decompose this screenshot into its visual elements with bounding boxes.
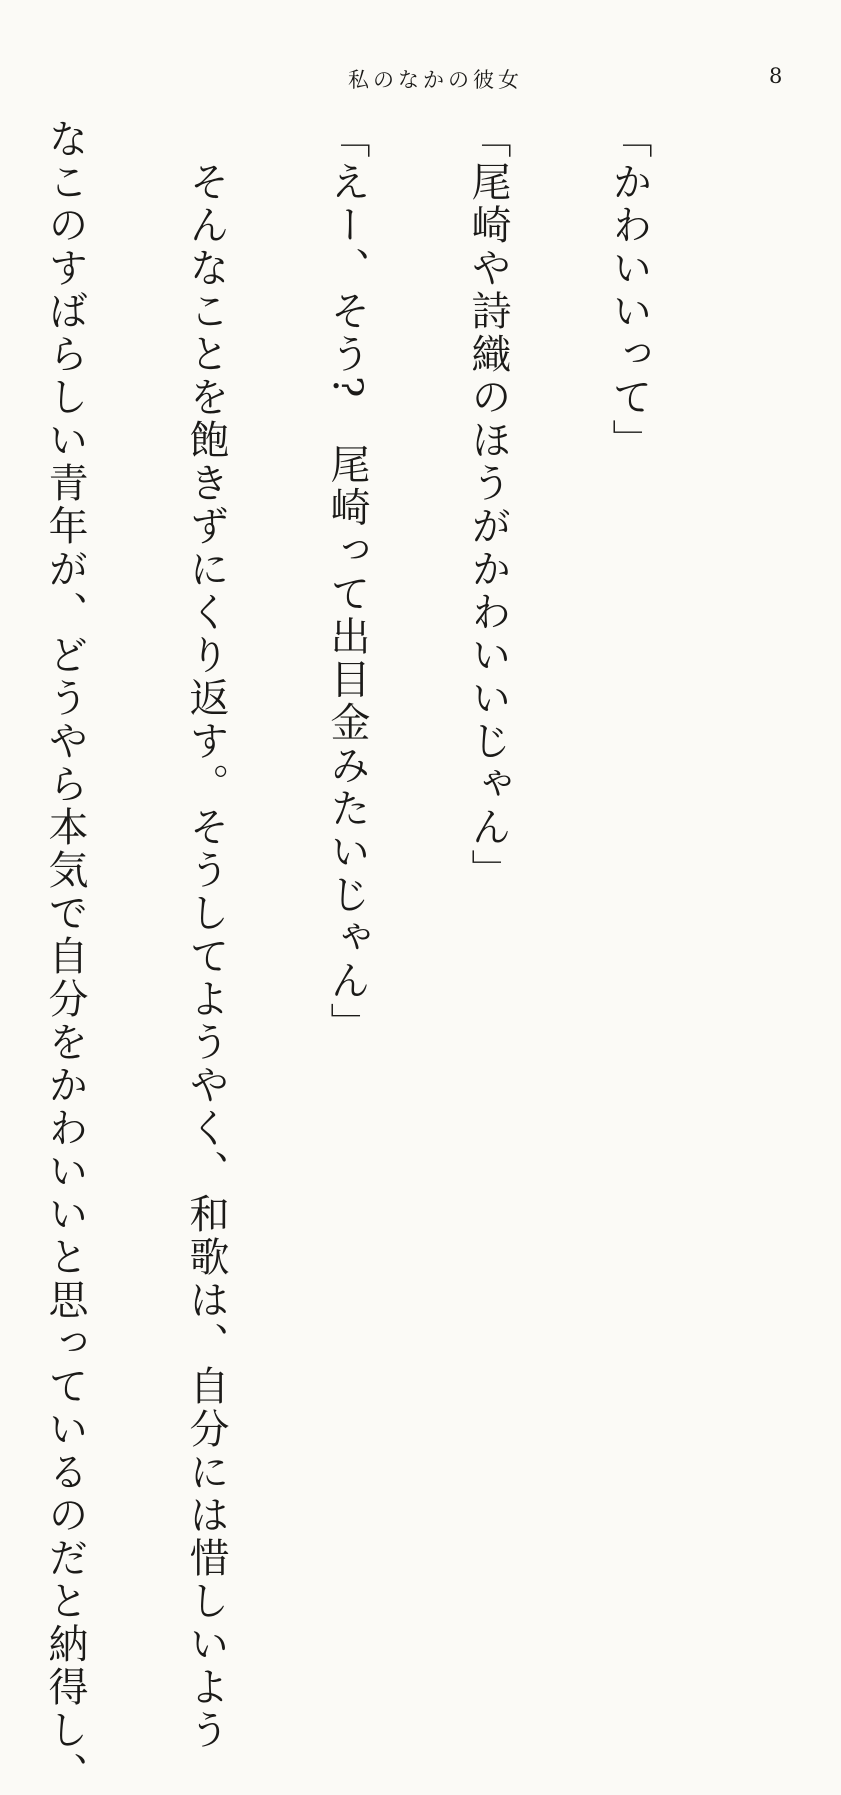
text-line: 「尾崎や詩織のほうがかわいいじゃん」 <box>465 118 511 892</box>
text-line: 「えー、そう? 尾崎って出目金みたいじゃん」 <box>324 118 370 1046</box>
text-line: 「かわいいって」 <box>606 118 652 462</box>
running-header-title: 私のなかの彼女 <box>348 68 523 92</box>
text-line: なこのすばらしい青年が、どうやら本気で自分をかわいいと思っているのだと納得し、 <box>42 118 88 1795</box>
page-number: 8 <box>769 64 783 88</box>
vertical-text-body <box>42 118 746 1795</box>
text-line: そんなことを飽きずにくり返す。そうしてようやく、和歌は、自分には惜しいよう <box>183 118 229 1752</box>
